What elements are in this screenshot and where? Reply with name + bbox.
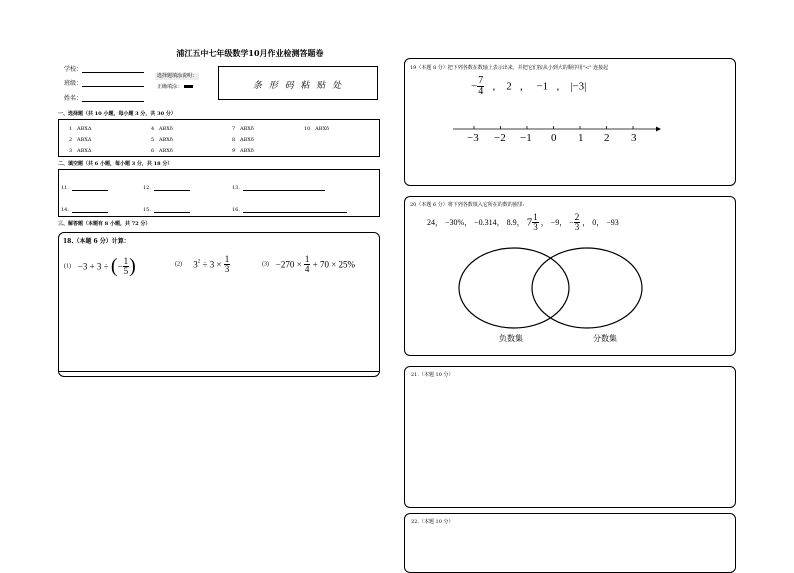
blank-item[interactable]: 11． [61,184,108,191]
q22-box[interactable] [404,513,736,573]
q21-box[interactable] [404,366,736,508]
tick-label: 2 [604,132,610,144]
choice-item[interactable]: 7 ABXδ [232,126,254,132]
q19-numbers: − $\frac{7}{4}$ , 2 , −1 , |−3| [471,75,587,97]
barcode-label: 条 形 码 粘 贴 处 [252,81,344,91]
q20-title: 20（本题 6 分）将下列各数填入它所在的数的圈里: [410,202,525,208]
tick-label: −1 [520,132,532,144]
name-label: 姓名： [64,95,83,102]
section2-heading: 二、填空题（共 6 小题，每小题 3 分，共 18 分） [58,161,173,167]
blank-item[interactable]: 16． [232,206,347,213]
fraction-set-label: 分数集 [593,334,617,343]
section3-heading: 三、解答题（本题有 8 小题，共 72 分） [58,221,151,227]
blank-item[interactable]: 14． [61,206,108,213]
q18-title: 18.（本题 6 分）计算： [63,238,130,245]
choice-item[interactable]: 9 ABXδ [232,148,254,154]
fill-blank-area [58,169,380,217]
fraction-set-ellipse [532,248,642,328]
tick-label: 3 [631,132,637,144]
choice-grid [58,119,380,157]
tick-label: −3 [467,132,479,144]
q20-box[interactable] [404,196,736,356]
q18-part1: (1) −3 + 3 ÷ (− $\frac{1}{5}$ ) [64,255,136,277]
class-field[interactable] [64,80,144,87]
school-label: 学校： [64,66,83,73]
choice-item[interactable]: 5 ABXδ [151,137,173,143]
q18-part2: (2) $3^2 \div 3$ × $\frac{1}{3}$ [175,254,230,274]
filled-mark-icon [184,85,193,88]
choice-item[interactable]: 8 ABXδ [232,137,254,143]
name-field[interactable] [64,95,144,102]
choice-item[interactable]: 1 ABXΔ [69,126,92,132]
tick-label: 0 [551,132,557,144]
choice-item[interactable]: 4 ABXδ [151,126,173,132]
q18-box[interactable] [58,232,380,377]
blank-item[interactable]: 12． [143,184,190,191]
choice-item[interactable]: 2 ABXΔ [69,137,92,143]
q18-answer-divider [59,371,379,372]
page-title: 浦江五中七年级数学10月作业检测答题卷 [176,48,324,58]
choice-item[interactable]: 6 ABXδ [151,148,173,154]
fill-note-correct: 正确填涂： [157,85,193,90]
venn-diagram [445,245,685,333]
barcode-area [218,66,378,100]
choice-item[interactable]: 10 ABXδ [304,126,330,132]
section1-heading: 一、选择题（共 10 小题，每小题 3 分，共 30 分） [58,111,176,117]
choice-item[interactable]: 3 ABXΔ [69,148,92,154]
fill-note: 选择题填涂说明： [157,73,198,79]
arrow-icon [656,127,661,132]
q22-title: 22.（本题 10 分） [411,519,454,525]
q18-part3: (3) −270 × $\frac{1}{4}$ + 70 × 25% [262,254,356,274]
negative-set-ellipse [459,248,569,328]
q20-numbers: 24， −30%， −0.314， 8.9， 7 $\frac{1}{3}$ ， −9， − $\frac{2}{3}$ ， 0， −93 [427,212,619,232]
q19-box[interactable] [404,58,736,186]
blank-item[interactable]: 13． [232,184,325,191]
tick-label: 1 [578,132,584,144]
class-label: 班级： [64,80,83,87]
q19-title: 19（本题 8 分）把下列各数在数轴上表示出来，并把它们按从小到大的顺序用"<" 连接起 [410,65,609,71]
blank-item[interactable]: 15． [143,206,190,213]
tick-label: −2 [494,132,506,144]
q21-title: 21.（本题 10 分） [411,372,454,378]
negative-set-label: 负数集 [499,334,523,343]
school-field[interactable] [64,66,144,73]
